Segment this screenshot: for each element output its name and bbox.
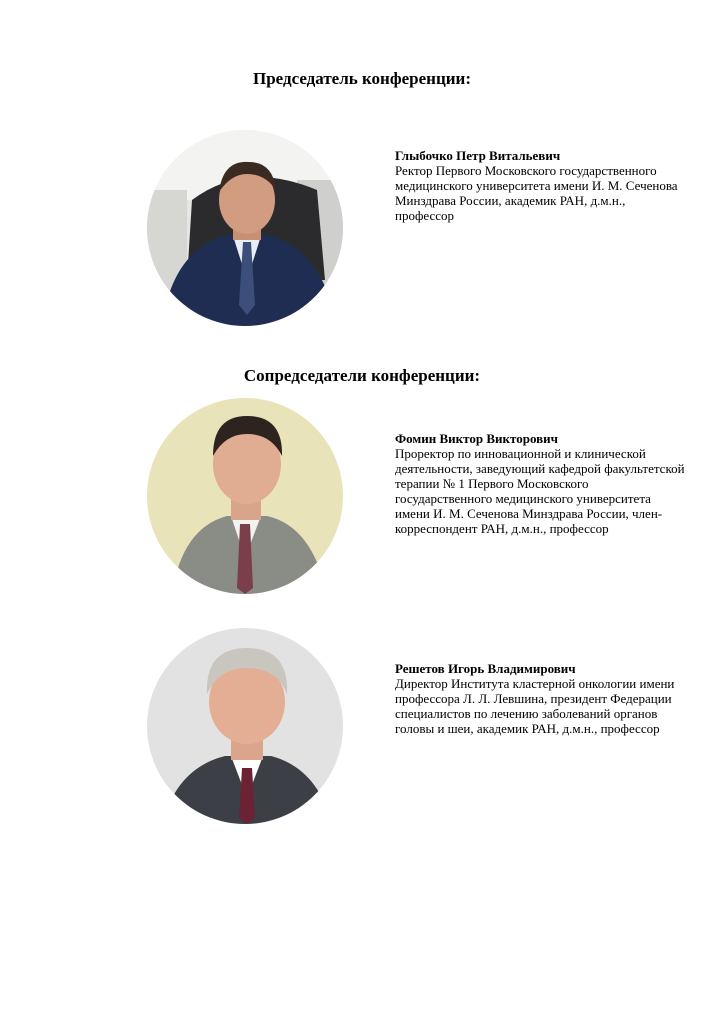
portrait-photo-glybochko [147, 130, 343, 326]
portrait-photo-reshetov [147, 628, 343, 824]
portrait-photo-fomin [147, 398, 343, 594]
person-bio-1 [395, 148, 685, 223]
person-name: Решетов Игорь Владимирович [395, 661, 576, 676]
person-bio-3 [395, 661, 685, 736]
person-bio-2 [395, 431, 685, 536]
person-description: Проректор по инновационной и клинической деятельности, заведующий кафедрой факультетской терапии № 1 Первого Московского государственного медицинского университета имени И. М. Сеченова Минздрава России, член-корреспондент РАН, д.м.н., профессор [395, 446, 685, 536]
person-name: Фомин Виктор Викторович [395, 431, 558, 446]
person-description: Директор Института кластерной онкологии имени профессора Л. Л. Левшина, президент Федерации специалистов по лечению заболеваний органов головы и шеи, академик РАН, д.м.н., профессор [395, 676, 675, 736]
person-name: Глыбочко Петр Витальевич [395, 148, 561, 163]
person-description: Ректор Первого Московского государственного медицинского университета имени И. М. Сеченова Минздрава России, академик РАН, д.м.н., профессор [395, 163, 678, 223]
chair-heading: Председатель конференции: [252, 69, 472, 88]
cochairs-heading: Сопредседатели конференции: [243, 366, 481, 385]
